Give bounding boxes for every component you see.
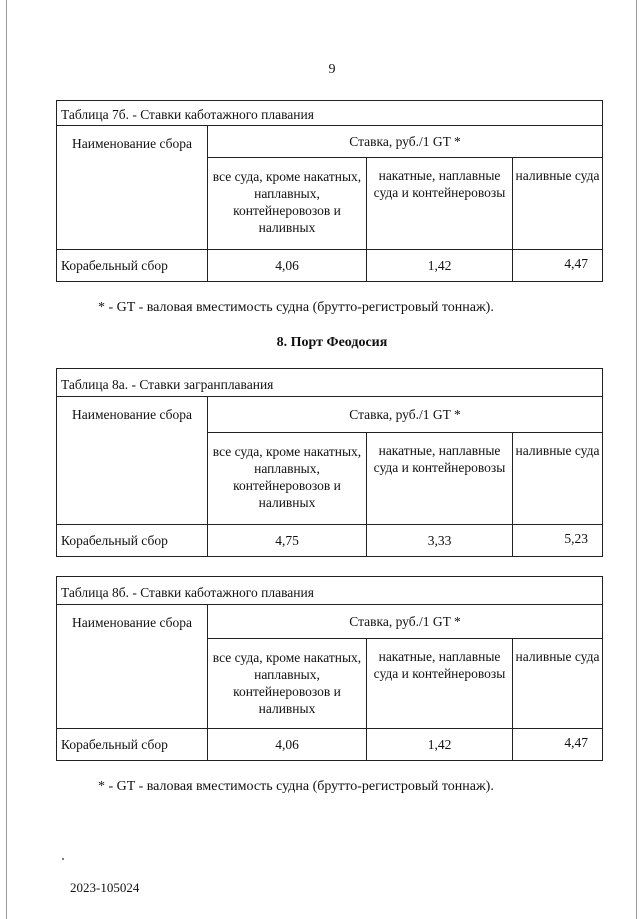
section-title: 8. Порт Феодосия bbox=[276, 335, 388, 350]
value-roro-container: 1,42 bbox=[367, 250, 513, 282]
row-label-ship-fee: Корабельный сбор bbox=[57, 250, 208, 282]
column-header-tankers: наливные суда bbox=[513, 158, 603, 250]
value-roro-container: 1,42 bbox=[367, 729, 513, 761]
column-header-fee-name: Наименование сбора bbox=[57, 605, 208, 729]
page-left-edge bbox=[6, 0, 7, 919]
row-label-ship-fee: Корабельный сбор bbox=[57, 525, 208, 557]
table-7b bbox=[56, 100, 603, 282]
footnote-gt: * - GT - валовая вместимость судна (брутто-регистровый тоннаж). bbox=[98, 779, 494, 794]
column-header-all-vessels: все суда, кроме накатных, наплавных, контейнеровозов и наливных bbox=[208, 433, 367, 525]
column-header-roro-container: накатные, наплавные суда и контейнеровозы bbox=[367, 433, 513, 525]
column-header-tankers: наливные суда bbox=[513, 433, 603, 525]
value-all-vessels: 4,75 bbox=[208, 525, 367, 557]
document-id: 2023-105024 bbox=[70, 880, 140, 895]
column-header-rate: Ставка, руб./1 GT * bbox=[208, 397, 603, 433]
table-8b bbox=[56, 576, 603, 761]
table-caption: Таблица 8а. - Ставки загранплавания bbox=[57, 369, 603, 397]
value-all-vessels: 4,06 bbox=[208, 250, 367, 282]
footnote-gt: * - GT - валовая вместимость судна (брутто-регистровый тоннаж). bbox=[98, 300, 494, 315]
column-header-rate: Ставка, руб./1 GT * bbox=[208, 126, 603, 158]
value-all-vessels: 4,06 bbox=[208, 729, 367, 761]
table-8a bbox=[56, 368, 603, 557]
scan-speck bbox=[62, 858, 64, 860]
column-header-rate: Ставка, руб./1 GT * bbox=[208, 605, 603, 639]
column-header-fee-name: Наименование сбора bbox=[57, 397, 208, 525]
table-caption: Таблица 7б. - Ставки каботажного плавания bbox=[57, 101, 603, 126]
column-header-all-vessels: все суда, кроме накатных, наплавных, контейнеровозов и наливных bbox=[208, 158, 367, 250]
value-tankers: 4,47 bbox=[513, 729, 603, 761]
table-caption: Таблица 8б. - Ставки каботажного плавания bbox=[57, 577, 603, 605]
column-header-fee-name: Наименование сбора bbox=[57, 126, 208, 250]
page-right-edge bbox=[636, 0, 637, 919]
value-roro-container: 3,33 bbox=[367, 525, 513, 557]
value-tankers: 5,23 bbox=[513, 525, 603, 557]
column-header-tankers: наливные суда bbox=[513, 639, 603, 729]
column-header-roro-container: накатные, наплавные суда и контейнеровозы bbox=[367, 639, 513, 729]
page-number: 9 bbox=[328, 62, 336, 77]
column-header-roro-container: накатные, наплавные суда и контейнеровозы bbox=[367, 158, 513, 250]
row-label-ship-fee: Корабельный сбор bbox=[57, 729, 208, 761]
value-tankers: 4,47 bbox=[513, 250, 603, 282]
column-header-all-vessels: все суда, кроме накатных, наплавных, контейнеровозов и наливных bbox=[208, 639, 367, 729]
